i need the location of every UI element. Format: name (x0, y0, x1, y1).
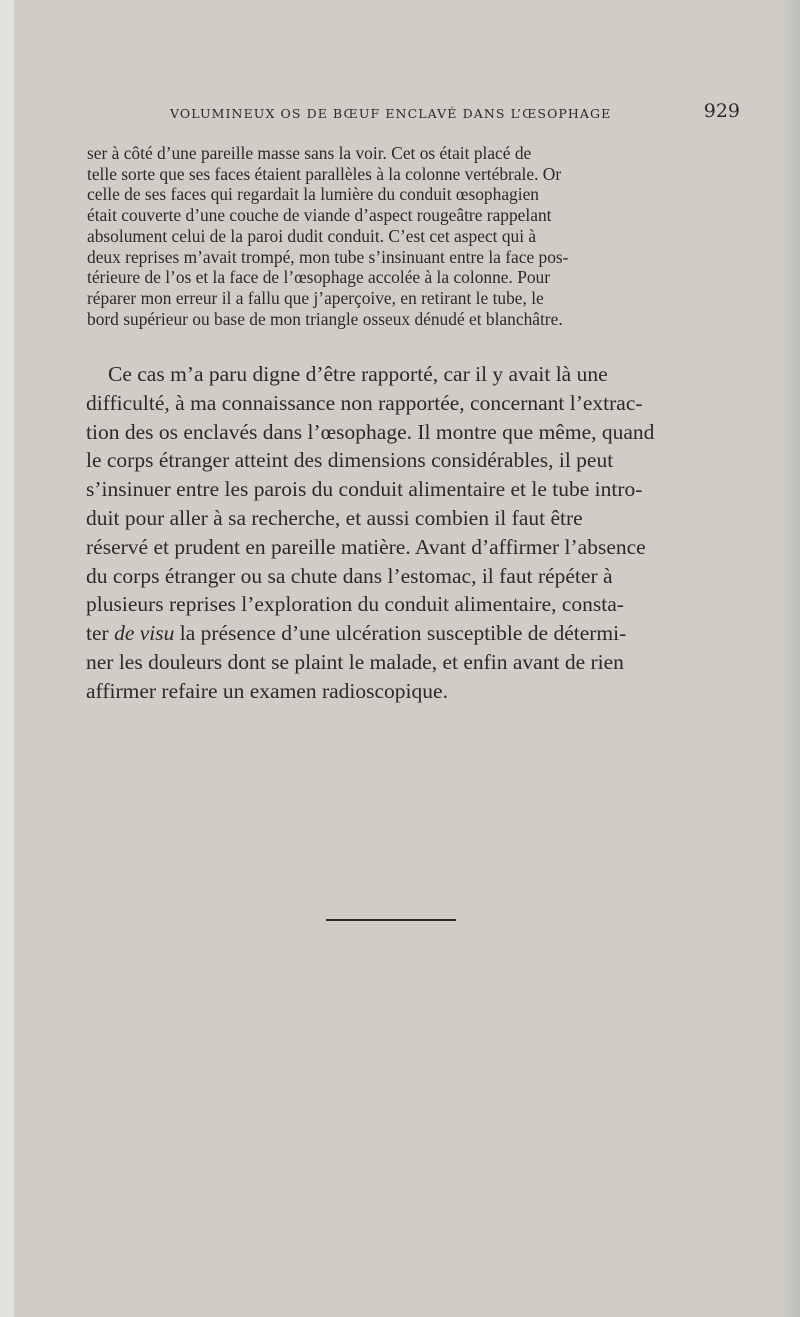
end-rule (326, 919, 456, 921)
text-line: absolument celui de la paroi dudit conduit. C’est cet aspect qui à (87, 225, 537, 246)
text-fragment: la présence d’une ulcération susceptible de détermi- (174, 621, 627, 646)
text-line: tion des os enclavés dans l’œsophage. Il montre que même, quand (86, 419, 655, 444)
text-line: ser à côté d’une pareille masse sans la voir. Cet os était placé de (87, 143, 532, 163)
text-line: duit pour aller à sa recherche, et aussi combien il faut être (86, 505, 583, 530)
text-line (86, 619, 752, 648)
body-paragraph (86, 360, 752, 706)
text-line: térieure de l’os et la face de l’œsophage accolée à la colonne. Pour (87, 267, 551, 288)
text-line: bord supérieur ou base de mon triangle osseux dénudé et blanchâtre. (87, 308, 563, 329)
text-line: ner les douleurs dont se plaint le malade, et enfin avant de rien (86, 649, 624, 674)
text-line: celle de ses faces qui regardait la lumière du conduit œsophagien (87, 184, 539, 205)
text-line: réservé et prudent en pareille matière. Avant d’affirmer l’absence (86, 534, 646, 559)
text-line: affirmer refaire un examen radioscopique. (86, 678, 448, 703)
small-print-paragraph (87, 143, 752, 329)
text-line: du corps étranger ou sa chute dans l’estomac, il faut répéter à (86, 563, 613, 588)
text-line: s’insinuer entre les parois du conduit alimentaire et le tube intro- (86, 477, 643, 502)
page-header (170, 100, 740, 128)
running-title: VOLUMINEUX OS DE BŒUF ENCLAVÉ DANS L’ŒSOPHAGE (170, 106, 612, 121)
text-line: Ce cas m’a paru digne d’être rapporté, car il y avait là une (108, 362, 608, 386)
text-line: le corps étranger atteint des dimensions considérables, il peut (86, 448, 614, 473)
left-margin (0, 0, 14, 1317)
page-number: 929 (703, 100, 740, 122)
text-line: plusieurs reprises l’exploration du conduit alimentaire, consta- (86, 592, 624, 617)
text-line: difficulté, à ma connaissance non rapportée, concernant l’extrac- (86, 390, 643, 415)
text-line: deux reprises m’avait trompé, mon tube s’insinuant entre la face pos- (87, 246, 569, 267)
text-fragment: ter (86, 621, 115, 646)
text-line: telle sorte que ses faces étaient parallèles à la colonne vertébrale. Or (87, 163, 562, 184)
text-line: était couverte d’une couche de viande d’aspect rougeâtre rappelant (87, 205, 552, 226)
text-line: réparer mon erreur il a fallu que j’aperçoive, en retirant le tube, le (87, 287, 544, 308)
page-edge-shadow (782, 0, 800, 1317)
italic-phrase: de visu (114, 621, 175, 646)
